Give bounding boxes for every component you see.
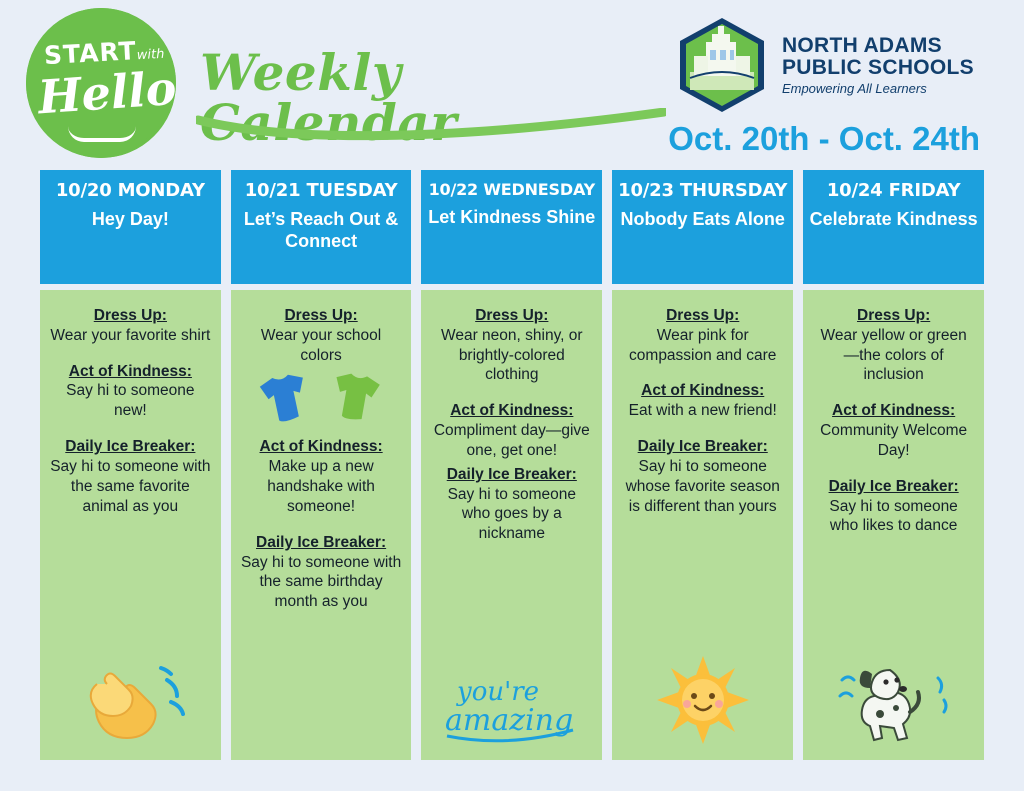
ice-breaker-thursday [622, 437, 783, 516]
ice-breaker-tuesday [241, 533, 402, 612]
dress-up-thursday [622, 306, 783, 365]
dress-up-tuesday [241, 306, 402, 365]
act-of-kindness-text: Eat with a new friend! [628, 402, 777, 420]
act-of-kindness-wednesday [431, 401, 592, 460]
district-name-line1: NORTH ADAMS [781, 33, 942, 57]
day-header-thursday [612, 170, 793, 284]
page-header [0, 0, 1024, 168]
ice-breaker-label: Daily Ice Breaker: [256, 533, 387, 551]
act-of-kindness-thursday [622, 381, 783, 421]
logo-with-word: with [136, 46, 165, 64]
day-header-tuesday [231, 170, 412, 284]
day-date-monday: 10/20 MONDAY [55, 180, 205, 201]
dress-up-text: Wear neon, shiny, or brightly-colored clothing [441, 326, 583, 384]
day-body-monday [40, 290, 221, 760]
date-range-label: Oct. 20th - Oct. 24th [668, 120, 980, 157]
day-column-friday [803, 170, 984, 760]
day-theme-friday: Celebrate Kindness [809, 209, 978, 229]
page-title-text: Weekly Calendar [200, 43, 458, 152]
hex-badge-shape [676, 16, 768, 114]
day-theme-thursday: Nobody Eats Alone [620, 209, 785, 229]
day-body-thursday [612, 290, 793, 760]
act-of-kindness-label: Act of Kindness: [832, 402, 956, 420]
act-of-kindness-text: Community Welcome Day! [820, 422, 968, 459]
tshirts-shape [241, 369, 401, 431]
act-of-kindness-label: Act of Kindness: [68, 362, 192, 380]
dress-up-label: Dress Up: [284, 307, 358, 324]
day-body-friday [803, 290, 984, 760]
dancing-dog-shape [834, 662, 954, 748]
ice-breaker-text: Say hi to someone who likes to dance [829, 497, 958, 535]
day-column-tuesday [231, 170, 412, 760]
dress-up-friday [813, 306, 974, 385]
dress-up-label: Dress Up: [857, 307, 931, 324]
dress-up-text: Wear your school colors [260, 326, 382, 364]
ice-breaker-text: Say hi to someone whose favorite season is different than yours [625, 457, 780, 515]
dress-up-label: Dress Up: [475, 307, 549, 324]
day-date-wednesday: 10/22 WEDNESDAY [428, 180, 595, 199]
start-with-hello-logo [26, 8, 198, 158]
green-swoosh-divider [196, 108, 666, 142]
day-column-monday [40, 170, 221, 760]
district-tagline: Empowering All Learners [781, 80, 927, 96]
clapping-hands-shape [75, 662, 185, 748]
act-of-kindness-text: Compliment day—give one, get one! [433, 422, 590, 459]
ice-breaker-label: Daily Ice Breaker: [65, 438, 196, 456]
dress-up-wednesday [431, 306, 592, 385]
act-of-kindness-tuesday [241, 437, 402, 516]
dress-up-text: Wear your favorite shirt [50, 326, 211, 344]
swoosh-shape [196, 108, 666, 142]
day-header-wednesday [421, 170, 602, 284]
district-name-line2: PUBLIC SCHOOLS [781, 55, 974, 79]
logo-hello-word: Hello [36, 60, 179, 125]
day-header-monday [40, 170, 221, 284]
day-theme-tuesday: Let’s Reach Out & Connect [243, 209, 399, 251]
day-date-tuesday: 10/21 TUESDAY [244, 180, 398, 201]
act-of-kindness-monday [50, 362, 211, 421]
act-of-kindness-label: Act of Kindness: [259, 438, 383, 456]
dress-up-label: Dress Up: [93, 307, 167, 324]
day-date-friday: 10/24 FRIDAY [826, 180, 961, 201]
ice-breaker-monday [50, 437, 211, 516]
ice-breaker-label: Daily Ice Breaker: [446, 465, 577, 483]
weekly-calendar-grid [40, 170, 984, 760]
youre-amazing-lettering-shape [437, 668, 587, 748]
ice-breaker-text: Say hi to someone with the same birthday month as you [240, 553, 402, 611]
logo-start-word: START [43, 36, 138, 71]
svg-text:amazing: amazing [444, 703, 573, 739]
district-logo-group [676, 16, 974, 114]
day-column-thursday [612, 170, 793, 760]
act-of-kindness-label: Act of Kindness: [641, 382, 765, 400]
smiling-sun-icon [612, 652, 793, 754]
day-theme-wednesday: Let Kindness Shine [428, 207, 596, 227]
clapping-hands-icon [40, 662, 221, 754]
two-tshirts-icon [241, 369, 402, 431]
ice-breaker-friday [813, 477, 974, 536]
day-header-friday [803, 170, 984, 284]
dress-up-monday [50, 306, 211, 346]
ice-breaker-wednesday [431, 465, 592, 544]
dancing-dog-icon [803, 662, 984, 754]
act-of-kindness-label: Act of Kindness: [450, 402, 574, 420]
sun-shape [653, 652, 753, 748]
act-of-kindness-text: Say hi to someone new! [66, 382, 195, 420]
svg-text:you're: you're [456, 677, 539, 708]
act-of-kindness-text: Make up a new handshake with someone! [267, 458, 375, 515]
day-body-wednesday [421, 290, 602, 760]
ice-breaker-label: Daily Ice Breaker: [637, 438, 768, 456]
day-column-wednesday [421, 170, 602, 760]
ice-breaker-text: Say hi to someone with the same favorite animal as you [50, 457, 211, 515]
act-of-kindness-friday [813, 401, 974, 460]
ice-breaker-text: Say hi to someone who goes by a nickname [447, 485, 576, 543]
logo-smile-underline [68, 126, 136, 142]
dress-up-text: Wear yellow or green—the colors of inclusion [820, 326, 967, 384]
school-hex-icon [676, 16, 768, 114]
ice-breaker-label: Daily Ice Breaker: [828, 477, 959, 495]
dress-up-text: Wear pink for compassion and care [629, 326, 777, 364]
dress-up-label: Dress Up: [666, 307, 740, 324]
day-date-thursday: 10/23 THURSDAY [618, 180, 788, 201]
youre-amazing-icon [421, 668, 602, 754]
district-name-block [782, 35, 974, 96]
day-body-tuesday [231, 290, 412, 760]
day-theme-monday: Hey Day! [91, 209, 169, 229]
